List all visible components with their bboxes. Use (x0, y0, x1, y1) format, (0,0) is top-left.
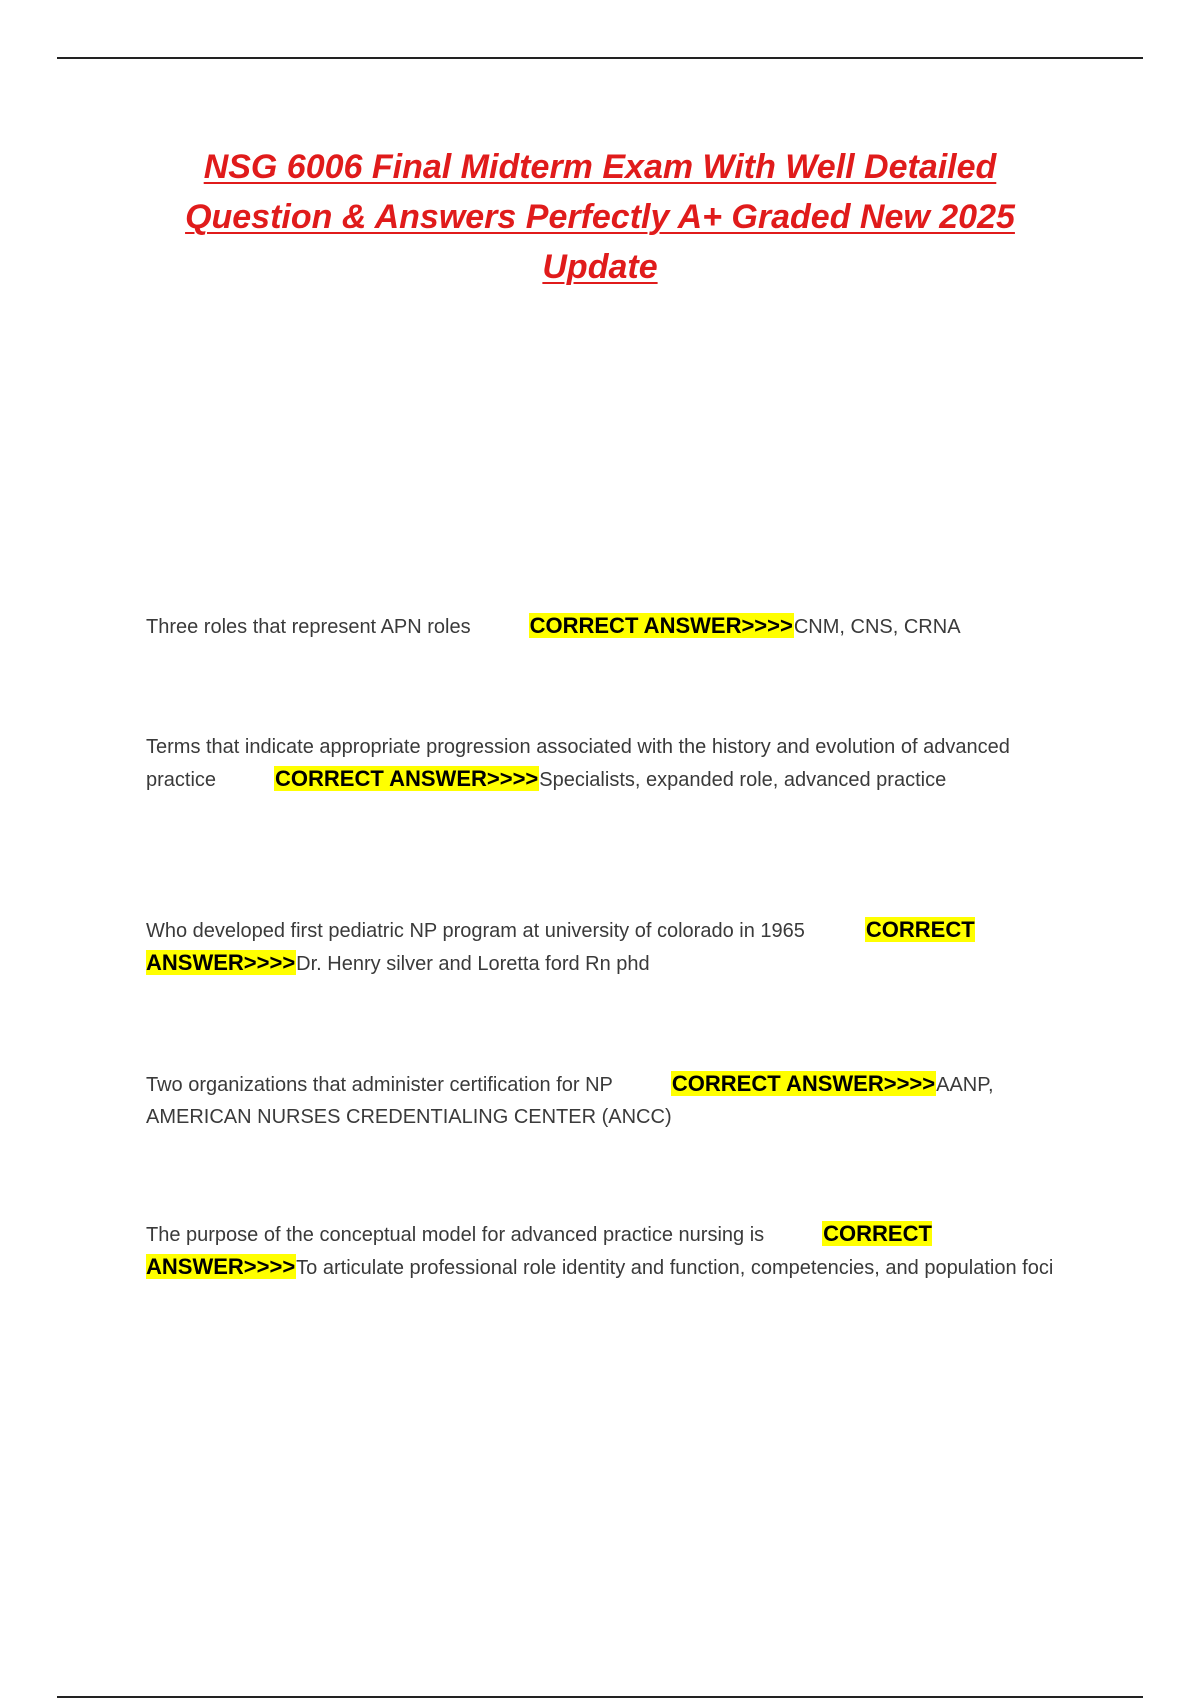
document-title: NSG 6006 Final Midterm Exam With Well Detailed Question & Answers Perfectly A+ Graded New 2025 Update (185, 148, 1015, 286)
correct-answer-tag: CORRECT ANSWER>>>> (146, 1221, 932, 1279)
question-text: Terms that indicate appropriate progression associated with the history and evolution of advanced practice (146, 736, 1010, 791)
qa-item (146, 1218, 1066, 1284)
correct-answer-tag: CORRECT ANSWER>>>> (671, 1071, 936, 1096)
qa-item (146, 610, 1066, 643)
answer-text: AANP, AMERICAN NURSES CREDENTIALING CENTER (ANCC) (146, 1074, 994, 1128)
answer-text: Dr. Henry silver and Loretta ford Rn phd (296, 953, 650, 975)
correct-answer-tag: CORRECT ANSWER>>>> (275, 766, 539, 791)
top-rule (57, 57, 1143, 59)
answer-text: CNM, CNS, CRNA (793, 616, 961, 638)
correct-answer-tag: CORRECT ANSWER>>>> (529, 613, 793, 638)
question-text: Two organizations that administer certification for NP (146, 1074, 613, 1096)
correct-answer-tag: CORRECT ANSWER>>>> (146, 917, 975, 975)
answer-text: Specialists, expanded role, advanced practice (539, 769, 947, 791)
answer-text: To articulate professional role identity and function, competencies, and population foci (296, 1257, 1054, 1279)
qa-item (146, 1068, 1066, 1133)
question-text: Who developed first pediatric NP program at university of colorado in 1965 (146, 920, 805, 942)
question-text: Three roles that represent APN roles (146, 616, 471, 638)
qa-item (146, 914, 1066, 980)
bottom-rule (57, 1696, 1143, 1698)
qa-item (146, 731, 1066, 796)
question-text: The purpose of the conceptual model for advanced practice nursing is (146, 1224, 765, 1246)
